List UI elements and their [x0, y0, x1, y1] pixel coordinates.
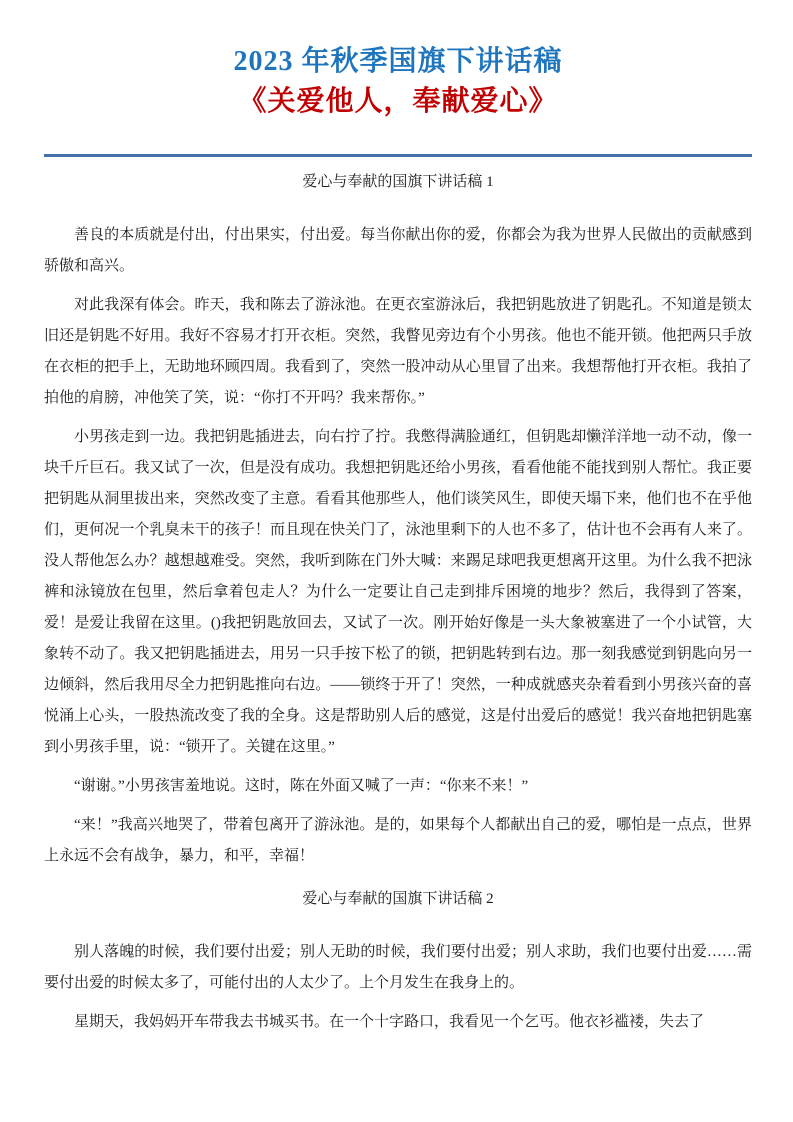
document-title-line2: 《关爱他人，奉献爱心》 [238, 86, 558, 117]
paragraph: 善良的本质就是付出，付出果实，付出爱。每当你献出你的爱，你都会为我为世界人民做出的贡献感到骄傲和高兴。 [44, 227, 752, 274]
section-body-1 [44, 220, 752, 872]
paragraph: 别人落魄的时候，我们要付出爱；别人无助的时候，我们要付出爱；别人求助，我们也要付出爱……需要付出爱的时候太多了，可能付出的人太少了。上个月发生在我身上的。 [44, 944, 752, 991]
document-title-line1: 2023 年秋季国旗下讲话稿 [233, 46, 563, 77]
section-heading-2: 爱心与奉献的国旗下讲话稿 2 [302, 891, 494, 907]
paragraph: 小男孩走到一边。我把钥匙插进去，向右拧了拧。我憋得满脸通红，但钥匙却懒洋洋地一动不动，像一块千斤巨石。我又试了一次，但是没有成功。我想把钥匙还给小男孩，看看他能不能找到别人帮忙。我正要把钥匙从洞里拔出来，突然改变了主意。看看其他那些人，他们谈笑风生，即使天塌下来，他们也不在乎他们，更何况一个乳臭未干的孩子！而且现在快关门了，泳池里剩下的人也不多了，估计也不会再有人来了。没人帮他怎么办？越想越难受。突然，我听到陈在门外大喊：来踢足球吧我更想离开这里。为什么我不把泳裤和泳镜放在包里，然后拿着包走人？为什么一定要让自己走到排斥困境的地步？然后，我得到了答案，爱！是爱让我留在这里。()我把钥匙放回去，又试了一次。刚开始好像是一头大象被塞进了一个小试管，大象转不动了。我又把钥匙插进去，用另一只手按下松了的锁，把钥匙转到右边。那一刻我感觉到钥匙向另一边倾斜，然后我用尽全力把钥匙推向右边。——锁终于开了！突然，一种成就感夹杂着看到小男孩兴奋的喜悦涌上心头，一股热流改变了我的全身。这是帮助别人后的感觉，这是付出爱后的感觉！我兴奋地把钥匙塞到小男孩手里，说：“锁开了。关键在这里。” [44, 429, 752, 755]
document-title [44, 42, 752, 122]
paragraph: “来！”我高兴地哭了，带着包离开了游泳池。是的，如果每个人都献出自己的爱，哪怕是一点点，世界上永远不会有战争，暴力，和平，幸福！ [44, 817, 752, 864]
paragraph: 星期天，我妈妈开车带我去书城买书。在一个十字路口，我看见一个乞丐。他衣衫褴褛，失去了 [74, 1014, 705, 1030]
section-body-2 [44, 937, 752, 1038]
title-divider [44, 154, 752, 157]
paragraph: 对此我深有体会。昨天，我和陈去了游泳池。在更衣室游泳后，我把钥匙放进了钥匙孔。不知道是锁太旧还是钥匙不好用。我好不容易才打开衣柜。突然，我瞥见旁边有个小男孩。他也不能开锁。他把两只手放在衣柜的把手上，无助地环顾四周。我看到了，突然一股冲动从心里冒了出来。我想帮他打开衣柜。我拍了拍他的肩膀，冲他笑了笑，说：“你打不开吗？我来帮你。” [44, 297, 752, 406]
section-heading-1: 爱心与奉献的国旗下讲话稿 1 [302, 174, 494, 190]
paragraph: “谢谢。”小男孩害羞地说。这时，陈在外面又喊了一声：“你来不来！” [74, 778, 529, 794]
